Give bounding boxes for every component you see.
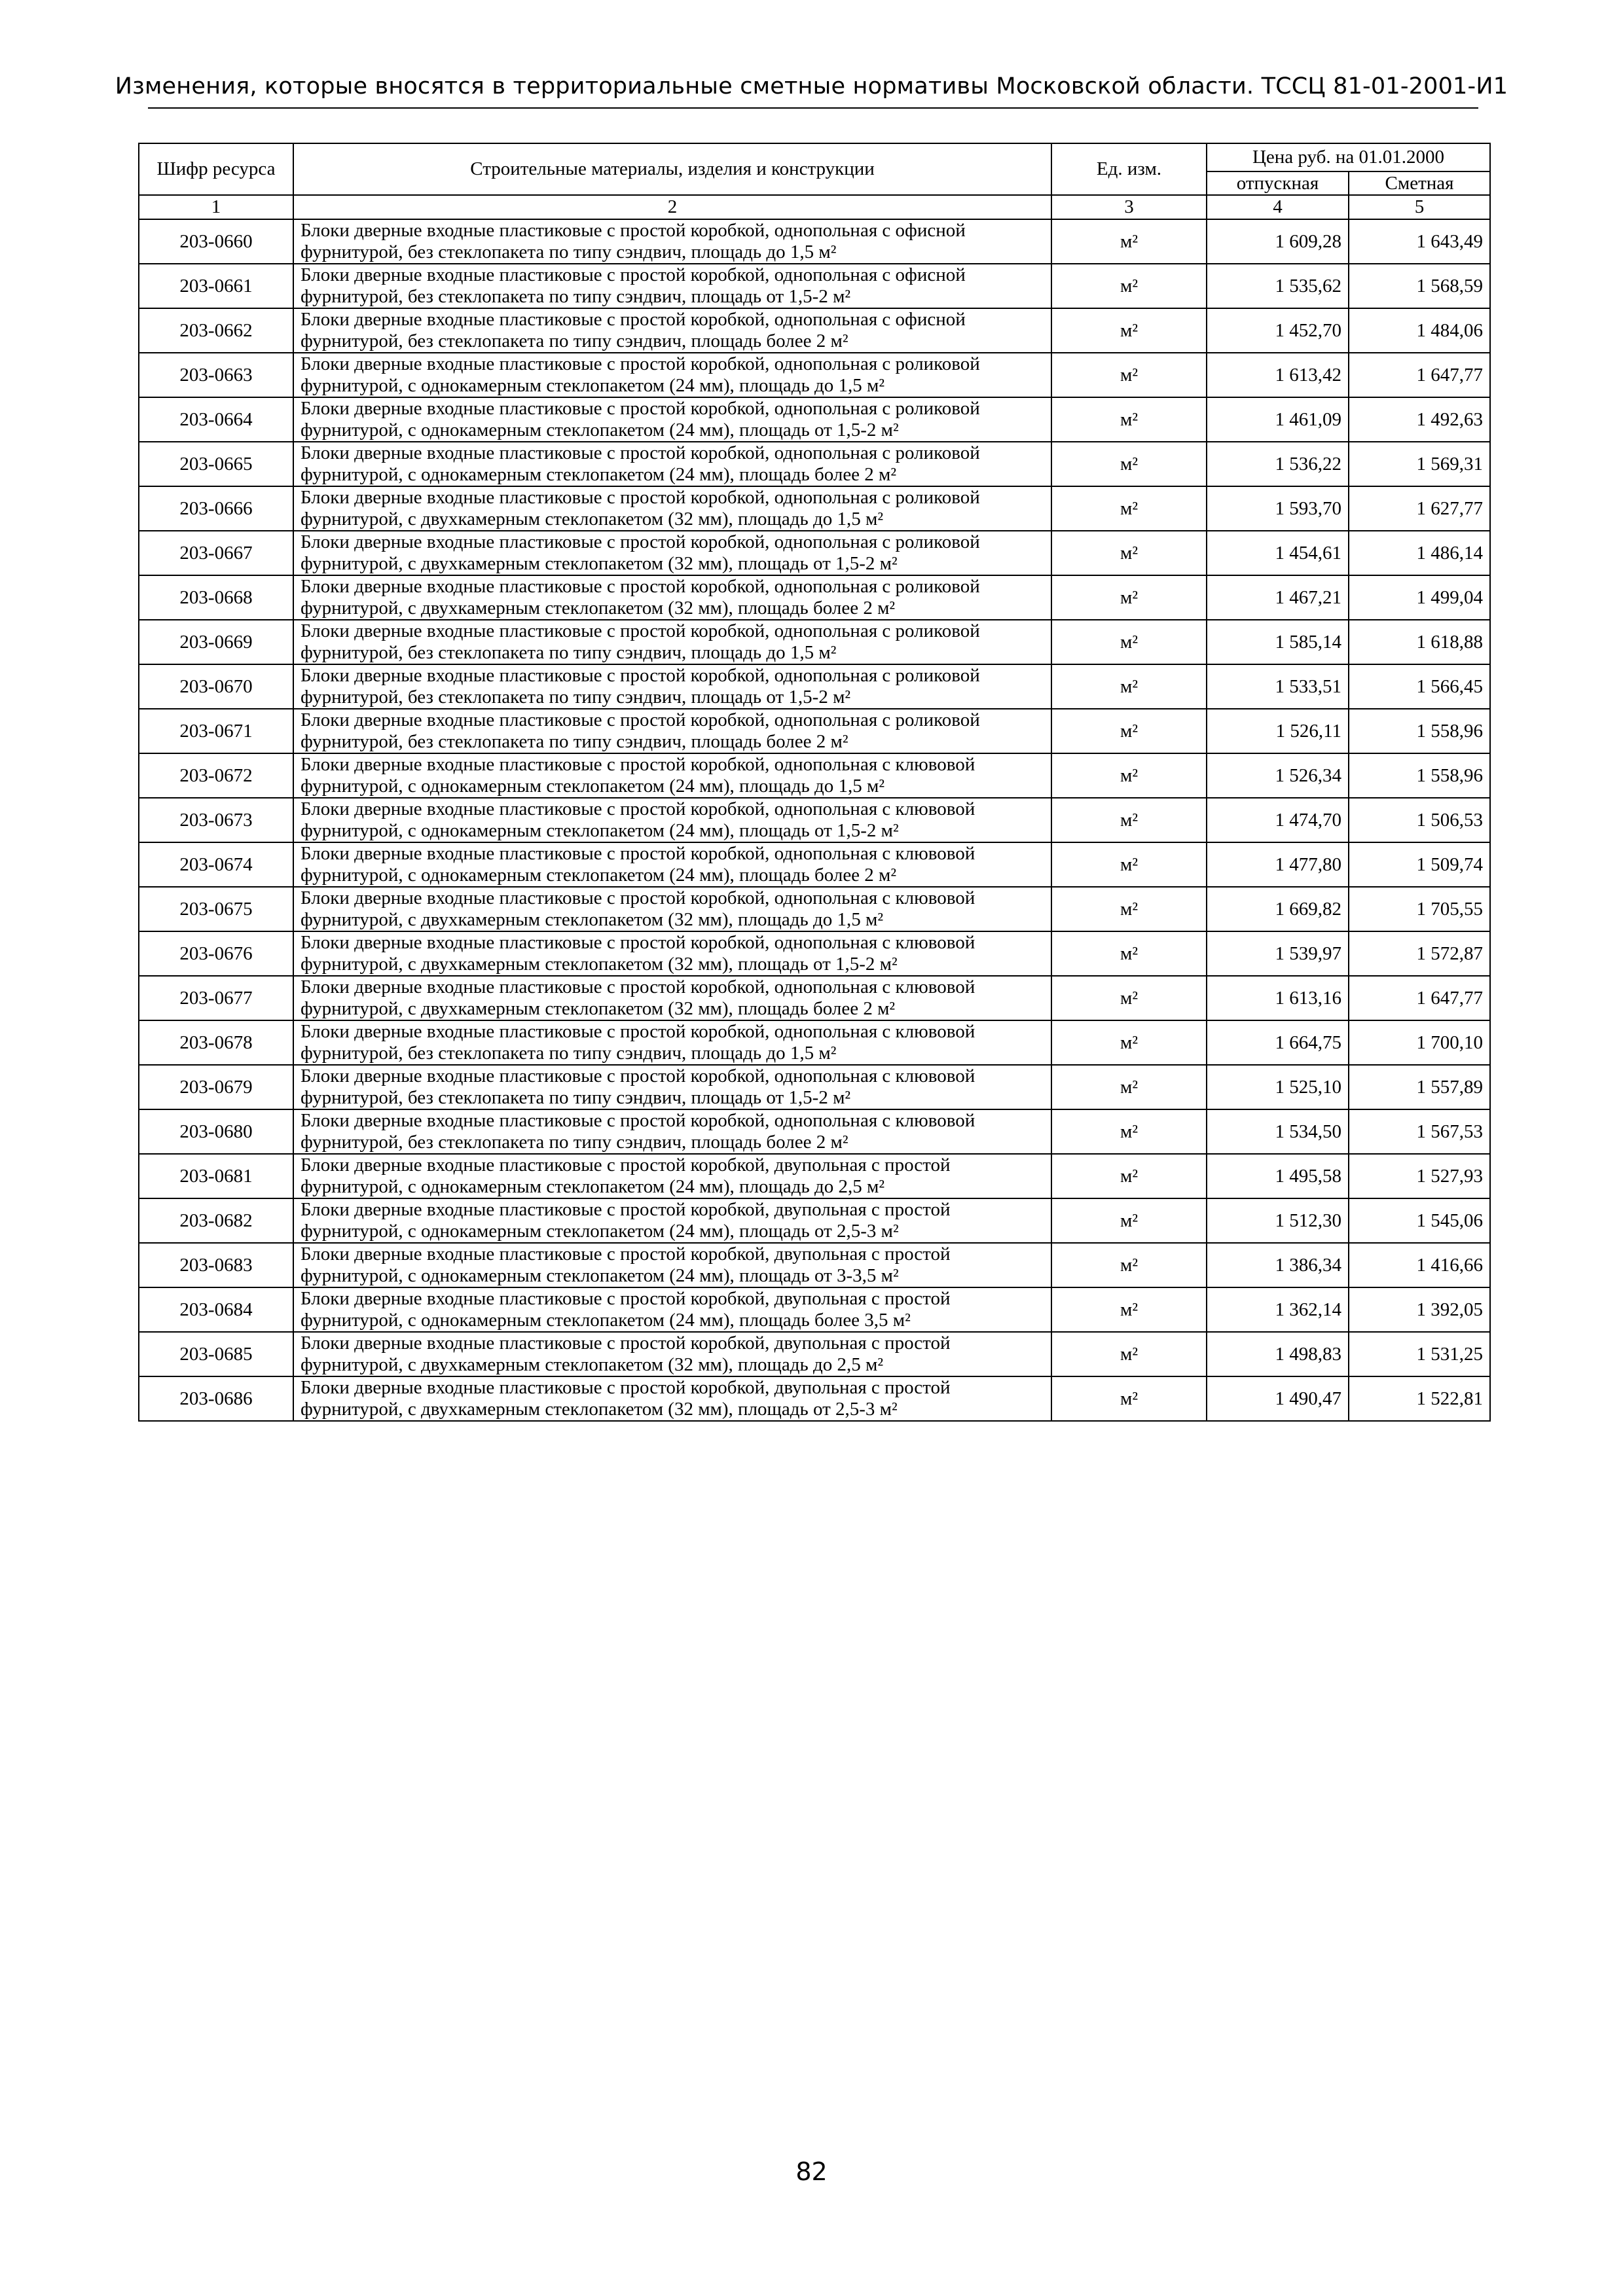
row-price-estimate: 1 647,77 bbox=[1349, 976, 1490, 1020]
row-price-estimate: 1 647,77 bbox=[1349, 353, 1490, 397]
row-unit: м² bbox=[1051, 1154, 1207, 1198]
row-price-release: 1 535,62 bbox=[1207, 264, 1349, 308]
table-row bbox=[139, 1332, 1490, 1376]
row-price-release: 1 386,34 bbox=[1207, 1243, 1349, 1287]
table-row bbox=[139, 842, 1490, 887]
row-price-estimate: 1 527,93 bbox=[1349, 1154, 1490, 1198]
row-price-estimate: 1 569,31 bbox=[1349, 442, 1490, 486]
row-price-estimate: 1 499,04 bbox=[1349, 575, 1490, 620]
row-price-estimate: 1 566,45 bbox=[1349, 664, 1490, 709]
row-name: Блоки дверные входные пластиковые с простой коробкой, однопольная с роликовой фурнитурой, с однокамерным стеклопакетом (24 мм), площадь до 1,5 м² bbox=[293, 353, 1051, 397]
row-price-estimate: 1 627,77 bbox=[1349, 486, 1490, 531]
row-unit: м² bbox=[1051, 709, 1207, 753]
column-number: 4 bbox=[1207, 195, 1349, 219]
table-header-row bbox=[139, 143, 1490, 171]
row-price-release: 1 585,14 bbox=[1207, 620, 1349, 664]
row-unit: м² bbox=[1051, 842, 1207, 887]
column-number: 1 bbox=[139, 195, 293, 219]
table-row bbox=[139, 1154, 1490, 1198]
row-price-estimate: 1 558,96 bbox=[1349, 709, 1490, 753]
table-row bbox=[139, 1198, 1490, 1243]
row-code: 203-0665 bbox=[139, 442, 293, 486]
row-unit: м² bbox=[1051, 1020, 1207, 1065]
row-code: 203-0671 bbox=[139, 709, 293, 753]
row-name: Блоки дверные входные пластиковые с простой коробкой, однопольная с роликовой фурнитурой, с двухкамерным стеклопакетом (32 мм), площадь более 2 м² bbox=[293, 575, 1051, 620]
row-unit: м² bbox=[1051, 664, 1207, 709]
row-price-estimate: 1 492,63 bbox=[1349, 397, 1490, 442]
table-row bbox=[139, 798, 1490, 842]
row-price-release: 1 467,21 bbox=[1207, 575, 1349, 620]
row-code: 203-0686 bbox=[139, 1376, 293, 1421]
row-name: Блоки дверные входные пластиковые с простой коробкой, однопольная с роликовой фурнитурой, с однокамерным стеклопакетом (24 мм), площадь более 2 м² bbox=[293, 442, 1051, 486]
row-price-release: 1 533,51 bbox=[1207, 664, 1349, 709]
row-code: 203-0661 bbox=[139, 264, 293, 308]
row-name: Блоки дверные входные пластиковые с простой коробкой, однопольная с роликовой фурнитурой, с двухкамерным стеклопакетом (32 мм), площадь от 1,5-2 м² bbox=[293, 531, 1051, 575]
row-price-release: 1 362,14 bbox=[1207, 1287, 1349, 1332]
table-row bbox=[139, 1065, 1490, 1109]
row-price-release: 1 495,58 bbox=[1207, 1154, 1349, 1198]
column-number: 3 bbox=[1051, 195, 1207, 219]
row-unit: м² bbox=[1051, 1109, 1207, 1154]
row-unit: м² bbox=[1051, 442, 1207, 486]
row-unit: м² bbox=[1051, 353, 1207, 397]
row-price-release: 1 609,28 bbox=[1207, 219, 1349, 264]
row-code: 203-0683 bbox=[139, 1243, 293, 1287]
row-name: Блоки дверные входные пластиковые с простой коробкой, двупольная с простой фурнитурой, с однокамерным стеклопакетом (24 мм), площадь более 3,5 м² bbox=[293, 1287, 1051, 1332]
row-code: 203-0663 bbox=[139, 353, 293, 397]
row-name: Блоки дверные входные пластиковые с простой коробкой, однопольная с клювовой фурнитурой, с двухкамерным стеклопакетом (32 мм), площадь более 2 м² bbox=[293, 976, 1051, 1020]
row-price-estimate: 1 700,10 bbox=[1349, 1020, 1490, 1065]
row-price-release: 1 534,50 bbox=[1207, 1109, 1349, 1154]
row-unit: м² bbox=[1051, 1065, 1207, 1109]
row-price-estimate: 1 558,96 bbox=[1349, 753, 1490, 798]
row-code: 203-0681 bbox=[139, 1154, 293, 1198]
row-price-estimate: 1 643,49 bbox=[1349, 219, 1490, 264]
table-row bbox=[139, 887, 1490, 931]
row-name: Блоки дверные входные пластиковые с простой коробкой, однопольная с роликовой фурнитурой, с двухкамерным стеклопакетом (32 мм), площадь до 1,5 м² bbox=[293, 486, 1051, 531]
row-code: 203-0678 bbox=[139, 1020, 293, 1065]
row-name: Блоки дверные входные пластиковые с простой коробкой, однопольная с офисной фурнитурой, без стеклопакета по типу сэндвич, площадь от 1,5-2 м² bbox=[293, 264, 1051, 308]
row-price-release: 1 664,75 bbox=[1207, 1020, 1349, 1065]
table-row bbox=[139, 976, 1490, 1020]
table-row bbox=[139, 1243, 1490, 1287]
row-unit: м² bbox=[1051, 1198, 1207, 1243]
row-code: 203-0677 bbox=[139, 976, 293, 1020]
row-code: 203-0682 bbox=[139, 1198, 293, 1243]
row-price-release: 1 525,10 bbox=[1207, 1065, 1349, 1109]
price-table bbox=[138, 143, 1491, 1422]
table-row bbox=[139, 308, 1490, 353]
row-name: Блоки дверные входные пластиковые с простой коробкой, однопольная с роликовой фурнитурой, без стеклопакета по типу сэндвич, площадь более 2 м² bbox=[293, 709, 1051, 753]
row-price-release: 1 669,82 bbox=[1207, 887, 1349, 931]
table-row bbox=[139, 442, 1490, 486]
column-numbers-row bbox=[139, 195, 1490, 219]
table-row bbox=[139, 219, 1490, 264]
row-unit: м² bbox=[1051, 798, 1207, 842]
table-row bbox=[139, 1376, 1490, 1421]
row-name: Блоки дверные входные пластиковые с простой коробкой, однопольная с клювовой фурнитурой, с двухкамерным стеклопакетом (32 мм), площадь от 1,5-2 м² bbox=[293, 931, 1051, 976]
row-code: 203-0676 bbox=[139, 931, 293, 976]
row-name: Блоки дверные входные пластиковые с простой коробкой, двупольная с простой фурнитурой, с однокамерным стеклопакетом (24 мм), площадь от 2,5-3 м² bbox=[293, 1198, 1051, 1243]
row-name: Блоки дверные входные пластиковые с простой коробкой, однопольная с офисной фурнитурой, без стеклопакета по типу сэндвич, площадь до 1,5 м² bbox=[293, 219, 1051, 264]
page-number: 82 bbox=[795, 2157, 828, 2186]
row-price-estimate: 1 705,55 bbox=[1349, 887, 1490, 931]
header-unit: Ед. изм. bbox=[1051, 143, 1207, 195]
row-unit: м² bbox=[1051, 753, 1207, 798]
table-row bbox=[139, 575, 1490, 620]
row-name: Блоки дверные входные пластиковые с простой коробкой, однопольная с клювовой фурнитурой, без стеклопакета по типу сэндвич, площадь от 1,5-2 м² bbox=[293, 1065, 1051, 1109]
row-name: Блоки дверные входные пластиковые с простой коробкой, двупольная с простой фурнитурой, с двухкамерным стеклопакетом (32 мм), площадь от 2,5-3 м² bbox=[293, 1376, 1051, 1421]
row-price-estimate: 1 567,53 bbox=[1349, 1109, 1490, 1154]
document-header: Изменения, которые вносятся в территориальные сметные нормативы Московской области. ТССЦ 81-01-2001-И1 bbox=[115, 73, 1508, 99]
table-row bbox=[139, 397, 1490, 442]
row-price-estimate: 1 509,74 bbox=[1349, 842, 1490, 887]
table-row bbox=[139, 709, 1490, 753]
header-price-estimate: Сметная bbox=[1349, 171, 1490, 195]
row-code: 203-0669 bbox=[139, 620, 293, 664]
row-price-release: 1 536,22 bbox=[1207, 442, 1349, 486]
row-price-release: 1 613,16 bbox=[1207, 976, 1349, 1020]
row-name: Блоки дверные входные пластиковые с простой коробкой, однопольная с офисной фурнитурой, без стеклопакета по типу сэндвич, площадь более 2 м² bbox=[293, 308, 1051, 353]
row-unit: м² bbox=[1051, 976, 1207, 1020]
row-price-estimate: 1 522,81 bbox=[1349, 1376, 1490, 1421]
row-name: Блоки дверные входные пластиковые с простой коробкой, однопольная с клювовой фурнитурой, с однокамерным стеклопакетом (24 мм), площадь от 1,5-2 м² bbox=[293, 798, 1051, 842]
row-unit: м² bbox=[1051, 1332, 1207, 1376]
row-code: 203-0664 bbox=[139, 397, 293, 442]
row-price-release: 1 526,11 bbox=[1207, 709, 1349, 753]
price-table-body bbox=[139, 143, 1490, 1421]
row-price-estimate: 1 545,06 bbox=[1349, 1198, 1490, 1243]
table-row bbox=[139, 753, 1490, 798]
row-code: 203-0670 bbox=[139, 664, 293, 709]
row-code: 203-0667 bbox=[139, 531, 293, 575]
row-price-estimate: 1 618,88 bbox=[1349, 620, 1490, 664]
row-unit: м² bbox=[1051, 1376, 1207, 1421]
row-name: Блоки дверные входные пластиковые с простой коробкой, однопольная с клювовой фурнитурой, с однокамерным стеклопакетом (24 мм), площадь до 1,5 м² bbox=[293, 753, 1051, 798]
row-code: 203-0672 bbox=[139, 753, 293, 798]
row-unit: м² bbox=[1051, 887, 1207, 931]
row-unit: м² bbox=[1051, 397, 1207, 442]
row-price-estimate: 1 416,66 bbox=[1349, 1243, 1490, 1287]
table-row bbox=[139, 531, 1490, 575]
header-code: Шифр ресурса bbox=[139, 143, 293, 195]
row-name: Блоки дверные входные пластиковые с простой коробкой, однопольная с роликовой фурнитурой, без стеклопакета по типу сэндвич, площадь до 1,5 м² bbox=[293, 620, 1051, 664]
row-price-release: 1 526,34 bbox=[1207, 753, 1349, 798]
row-price-estimate: 1 484,06 bbox=[1349, 308, 1490, 353]
row-price-release: 1 477,80 bbox=[1207, 842, 1349, 887]
row-unit: м² bbox=[1051, 1287, 1207, 1332]
row-price-release: 1 498,83 bbox=[1207, 1332, 1349, 1376]
row-price-estimate: 1 506,53 bbox=[1349, 798, 1490, 842]
table-row bbox=[139, 264, 1490, 308]
row-price-release: 1 539,97 bbox=[1207, 931, 1349, 976]
table-row bbox=[139, 1020, 1490, 1065]
row-unit: м² bbox=[1051, 931, 1207, 976]
column-number: 5 bbox=[1349, 195, 1490, 219]
row-price-release: 1 593,70 bbox=[1207, 486, 1349, 531]
row-price-estimate: 1 531,25 bbox=[1349, 1332, 1490, 1376]
row-unit: м² bbox=[1051, 486, 1207, 531]
row-name: Блоки дверные входные пластиковые с простой коробкой, однопольная с клювовой фурнитурой, без стеклопакета по типу сэндвич, площадь более 2 м² bbox=[293, 1109, 1051, 1154]
row-unit: м² bbox=[1051, 308, 1207, 353]
header-price-group: Цена руб. на 01.01.2000 bbox=[1207, 143, 1490, 171]
header-underline bbox=[148, 107, 1478, 109]
row-name: Блоки дверные входные пластиковые с простой коробкой, однопольная с клювовой фурнитурой, с двухкамерным стеклопакетом (32 мм), площадь до 1,5 м² bbox=[293, 887, 1051, 931]
row-code: 203-0673 bbox=[139, 798, 293, 842]
row-price-estimate: 1 557,89 bbox=[1349, 1065, 1490, 1109]
row-price-release: 1 452,70 bbox=[1207, 308, 1349, 353]
table-row bbox=[139, 931, 1490, 976]
row-unit: м² bbox=[1051, 620, 1207, 664]
column-number: 2 bbox=[293, 195, 1051, 219]
row-unit: м² bbox=[1051, 264, 1207, 308]
row-code: 203-0662 bbox=[139, 308, 293, 353]
table-row bbox=[139, 1287, 1490, 1332]
row-name: Блоки дверные входные пластиковые с простой коробкой, двупольная с простой фурнитурой, с двухкамерным стеклопакетом (32 мм), площадь до 2,5 м² bbox=[293, 1332, 1051, 1376]
row-price-estimate: 1 486,14 bbox=[1349, 531, 1490, 575]
table-row bbox=[139, 664, 1490, 709]
row-unit: м² bbox=[1051, 575, 1207, 620]
table-row bbox=[139, 620, 1490, 664]
table-row bbox=[139, 353, 1490, 397]
row-price-release: 1 512,30 bbox=[1207, 1198, 1349, 1243]
row-price-release: 1 454,61 bbox=[1207, 531, 1349, 575]
row-code: 203-0679 bbox=[139, 1065, 293, 1109]
row-name: Блоки дверные входные пластиковые с простой коробкой, однопольная с клювовой фурнитурой, с однокамерным стеклопакетом (24 мм), площадь более 2 м² bbox=[293, 842, 1051, 887]
row-code: 203-0666 bbox=[139, 486, 293, 531]
row-code: 203-0660 bbox=[139, 219, 293, 264]
row-price-estimate: 1 572,87 bbox=[1349, 931, 1490, 976]
row-price-estimate: 1 568,59 bbox=[1349, 264, 1490, 308]
row-unit: м² bbox=[1051, 531, 1207, 575]
row-name: Блоки дверные входные пластиковые с простой коробкой, однопольная с роликовой фурнитурой, с однокамерным стеклопакетом (24 мм), площадь от 1,5-2 м² bbox=[293, 397, 1051, 442]
row-code: 203-0684 bbox=[139, 1287, 293, 1332]
row-price-release: 1 474,70 bbox=[1207, 798, 1349, 842]
row-name: Блоки дверные входные пластиковые с простой коробкой, однопольная с роликовой фурнитурой, без стеклопакета по типу сэндвич, площадь от 1,5-2 м² bbox=[293, 664, 1051, 709]
row-price-estimate: 1 392,05 bbox=[1349, 1287, 1490, 1332]
row-code: 203-0680 bbox=[139, 1109, 293, 1154]
table-row bbox=[139, 1109, 1490, 1154]
row-name: Блоки дверные входные пластиковые с простой коробкой, двупольная с простой фурнитурой, с однокамерным стеклопакетом (24 мм), площадь от 3-3,5 м² bbox=[293, 1243, 1051, 1287]
row-code: 203-0668 bbox=[139, 575, 293, 620]
header-name: Строительные материалы, изделия и конструкции bbox=[293, 143, 1051, 195]
row-unit: м² bbox=[1051, 219, 1207, 264]
row-price-release: 1 490,47 bbox=[1207, 1376, 1349, 1421]
row-code: 203-0685 bbox=[139, 1332, 293, 1376]
row-name: Блоки дверные входные пластиковые с простой коробкой, однопольная с клювовой фурнитурой, без стеклопакета по типу сэндвич, площадь до 1,5 м² bbox=[293, 1020, 1051, 1065]
row-code: 203-0674 bbox=[139, 842, 293, 887]
row-unit: м² bbox=[1051, 1243, 1207, 1287]
row-price-release: 1 461,09 bbox=[1207, 397, 1349, 442]
table-row bbox=[139, 486, 1490, 531]
header-price-release: отпускная bbox=[1207, 171, 1349, 195]
row-code: 203-0675 bbox=[139, 887, 293, 931]
row-price-release: 1 613,42 bbox=[1207, 353, 1349, 397]
row-name: Блоки дверные входные пластиковые с простой коробкой, двупольная с простой фурнитурой, с однокамерным стеклопакетом (24 мм), площадь до 2,5 м² bbox=[293, 1154, 1051, 1198]
